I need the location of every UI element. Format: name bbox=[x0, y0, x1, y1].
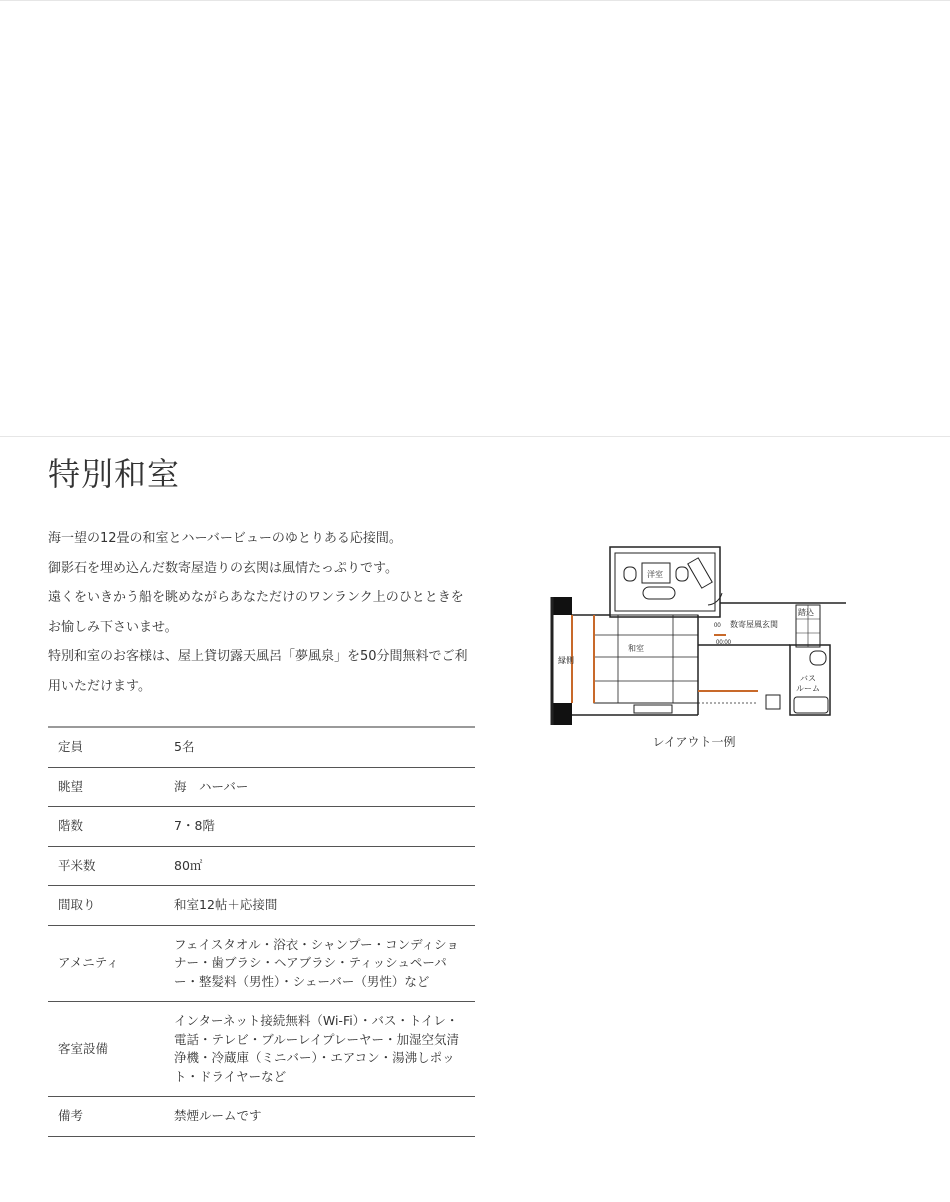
table-row bbox=[48, 886, 475, 926]
description-line: 用いただけます。 bbox=[48, 678, 151, 694]
sofa bbox=[643, 587, 675, 599]
spec-label: 階数 bbox=[48, 807, 164, 847]
spec-label: 定員 bbox=[48, 727, 164, 767]
table-row bbox=[48, 1097, 475, 1137]
table-row bbox=[48, 807, 475, 847]
japanese-room bbox=[594, 615, 698, 703]
spec-label: アメニティ bbox=[48, 925, 164, 1002]
tv-cabinet bbox=[634, 705, 672, 713]
spec-value: インターネット接続無料（Wi-Fi）・バス・トイレ・電話・テレビ・ブルーレイプレーヤー・加湿空気清浄機・冷蔵庫（ミニバー）・エアコン・湯沸しポット・ドライヤーなど bbox=[164, 1002, 475, 1097]
wall-block bbox=[552, 703, 572, 725]
toilet bbox=[810, 651, 826, 665]
spec-value: 禁煙ルームです bbox=[164, 1097, 475, 1137]
floor-plan-drawing bbox=[548, 535, 888, 735]
spec-label: 備考 bbox=[48, 1097, 164, 1137]
table-row bbox=[48, 767, 475, 807]
bath-label-line1: バス bbox=[800, 674, 816, 683]
table-row bbox=[48, 846, 475, 886]
armchair bbox=[624, 567, 636, 581]
description-line: 特別和室のお客様は、屋上貸切露天風呂「夢風泉」を50分間無料でご利 bbox=[48, 649, 468, 664]
description-line: 遠くをいきかう船を眺めながらあなただけのワンランク上のひとときを bbox=[48, 590, 464, 605]
description-line: 海一望の12畳の和室とハーバービューのゆとりある応接間。 bbox=[48, 531, 402, 546]
japanese-room-label: 和室 bbox=[628, 644, 644, 653]
spec-value: 和室12帖＋応接間 bbox=[164, 886, 475, 926]
spec-label: 間取り bbox=[48, 886, 164, 926]
washbasin bbox=[766, 695, 780, 709]
spec-value: 5名 bbox=[164, 727, 475, 767]
mark-label: 00 bbox=[714, 623, 721, 629]
spec-value: 海 ハーバー bbox=[164, 767, 475, 807]
floor-plan-caption: レイアウト一例 bbox=[652, 735, 736, 749]
spec-table bbox=[48, 726, 475, 1137]
veranda-label: 縁側 bbox=[558, 656, 574, 665]
room-description bbox=[48, 524, 478, 701]
wall-block bbox=[552, 597, 572, 615]
western-room-label: 洋室 bbox=[647, 570, 663, 579]
spec-label: 眺望 bbox=[48, 767, 164, 807]
description-line: お愉しみ下さいませ。 bbox=[48, 619, 178, 635]
description-line: 御影石を埋め込んだ数寄屋造りの玄関は風情たっぷりです。 bbox=[48, 560, 398, 576]
spec-value: 80㎡ bbox=[164, 846, 475, 886]
spec-label: 平米数 bbox=[48, 846, 164, 886]
armchair bbox=[676, 567, 688, 581]
table-row bbox=[48, 925, 475, 1002]
western-room bbox=[610, 547, 720, 617]
bath-label-line2: ルーム bbox=[796, 684, 820, 693]
mark-label: 00:00 bbox=[716, 640, 732, 646]
spec-value: フェイスタオル・浴衣・シャンプー・コンディショナー・歯ブラシ・ヘアブラシ・ティッシュペーパー・整髪料（男性）・シェーバー（男性）など bbox=[164, 925, 475, 1002]
desk bbox=[688, 558, 712, 588]
top-blank-banner bbox=[0, 0, 950, 437]
table-row bbox=[48, 1002, 475, 1097]
table-row bbox=[48, 727, 475, 767]
floor-plan bbox=[548, 535, 888, 735]
room-title: 特別和室 bbox=[48, 455, 181, 493]
spec-value: 7・8階 bbox=[164, 807, 475, 847]
step-label: 踏込 bbox=[798, 608, 814, 617]
entrance-label: 数寄屋風玄関 bbox=[730, 620, 778, 629]
spec-label: 客室設備 bbox=[48, 1002, 164, 1097]
bathtub bbox=[794, 697, 828, 713]
